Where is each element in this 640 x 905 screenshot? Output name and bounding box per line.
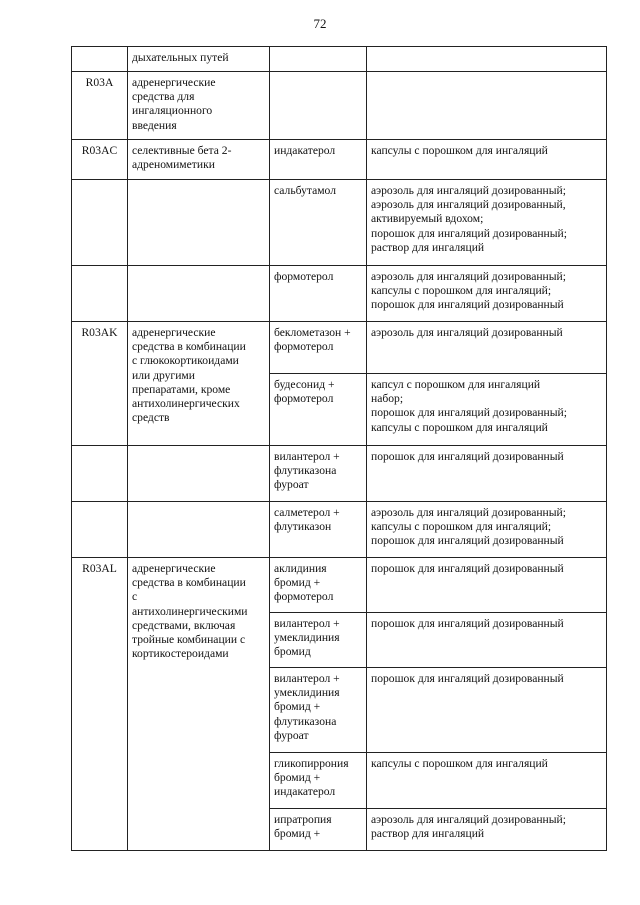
atc-code: R03AL: [72, 558, 128, 851]
atc-code: R03AK: [72, 322, 128, 446]
atc-code: [72, 180, 128, 266]
dosage-form: [367, 72, 607, 140]
table-row: [72, 47, 607, 72]
atc-code: [72, 47, 128, 72]
page-number: 72: [313, 16, 327, 31]
dosage-form: порошок для ингаляций дозированный: [367, 613, 607, 668]
drug-name: аклидиния бромид + формотерол: [270, 558, 367, 613]
drug-name: ипратропия бромид +: [270, 809, 367, 851]
dosage-form: порошок для ингаляций дозированный: [367, 668, 607, 753]
dosage-form: капсул с порошком для ингаляций набор; порошок для ингаляций дозированный; капсулы с порошком для ингаляций: [367, 374, 607, 446]
pharmacological-group: дыхательных путей: [128, 47, 270, 72]
atc-code: [72, 446, 128, 502]
pharmacological-group: [128, 180, 270, 266]
pharmacological-group: адренергические средства в комбинации с антихолинергическими средствами, включая тройные комбинации с кортикостероидами: [128, 558, 270, 851]
drug-name: будесонид + формотерол: [270, 374, 367, 446]
drug-name: гликопиррония бромид + индакатерол: [270, 753, 367, 809]
table-row: [72, 558, 607, 613]
table-row: [72, 502, 607, 558]
dosage-form: [367, 47, 607, 72]
dosage-form: порошок для ингаляций дозированный: [367, 446, 607, 502]
drug-name: вилантерол + флутиказона фуроат: [270, 446, 367, 502]
drug-table: [71, 46, 607, 851]
pharmacological-group: [128, 446, 270, 502]
table-row: [72, 266, 607, 322]
dosage-form: капсулы с порошком для ингаляций: [367, 140, 607, 180]
table-row: [72, 140, 607, 180]
atc-code: R03A: [72, 72, 128, 140]
dosage-form: аэрозоль для ингаляций дозированный; капсулы с порошком для ингаляций; порошок для ингаляций дозированный: [367, 502, 607, 558]
pharmacological-group: селективные бета 2- адреномиметики: [128, 140, 270, 180]
drug-name: индакатерол: [270, 140, 367, 180]
drug-name: салметерол + флутиказон: [270, 502, 367, 558]
dosage-form: аэрозоль для ингаляций дозированный; аэрозоль для ингаляций дозированный, активируемый вдохом; порошок для ингаляций дозированный; раствор для ингаляций: [367, 180, 607, 266]
atc-code: R03AC: [72, 140, 128, 180]
dosage-form: аэрозоль для ингаляций дозированный; раствор для ингаляций: [367, 809, 607, 851]
table-row: [72, 322, 607, 374]
dosage-form: аэрозоль для ингаляций дозированный: [367, 322, 607, 374]
atc-code: [72, 502, 128, 558]
dosage-form: порошок для ингаляций дозированный: [367, 558, 607, 613]
pharmacological-group: [128, 502, 270, 558]
pharmacological-group: адренергические средства для ингаляционного введения: [128, 72, 270, 140]
drug-name: [270, 47, 367, 72]
drug-name: вилантерол + умеклидиния бромид: [270, 613, 367, 668]
drug-name: формотерол: [270, 266, 367, 322]
dosage-form: капсулы с порошком для ингаляций: [367, 753, 607, 809]
drug-name: вилантерол + умеклидиния бромид + флутиказона фуроат: [270, 668, 367, 753]
pharmacological-group: адренергические средства в комбинации с глюкокортикоидами или другими препаратами, кроме антихолинергических средств: [128, 322, 270, 446]
table-row: [72, 446, 607, 502]
drug-name: беклометазон + формотерол: [270, 322, 367, 374]
pharmacological-group: [128, 266, 270, 322]
drug-name: сальбутамол: [270, 180, 367, 266]
table-row: [72, 180, 607, 266]
atc-code: [72, 266, 128, 322]
drug-name: [270, 72, 367, 140]
dosage-form: аэрозоль для ингаляций дозированный; капсулы с порошком для ингаляций; порошок для ингаляций дозированный: [367, 266, 607, 322]
table-row: [72, 72, 607, 140]
